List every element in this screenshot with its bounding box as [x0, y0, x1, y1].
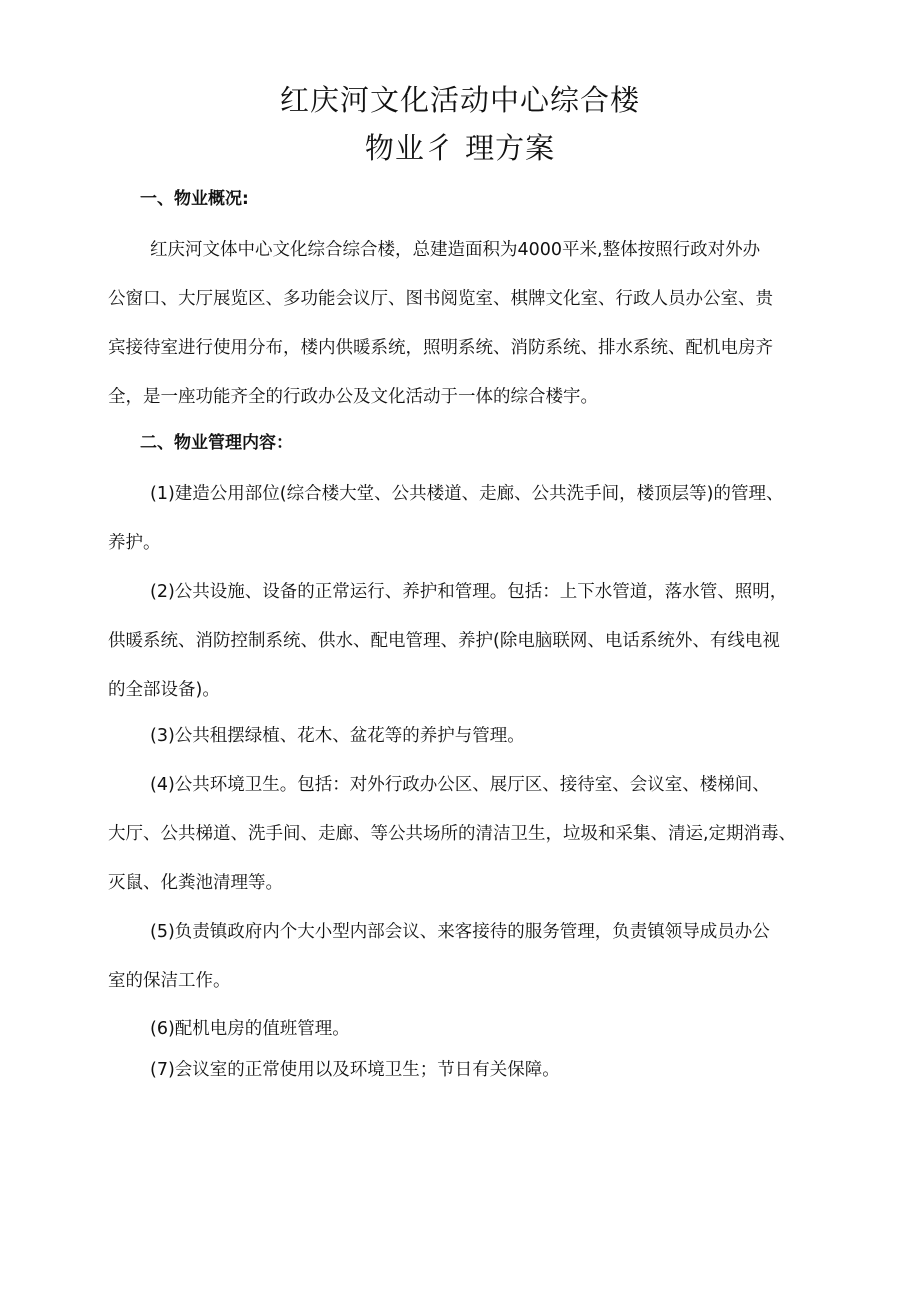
section1-line: 全，是一座功能齐全的行政办公及文化活动于一体的综合楼宇。 — [108, 387, 598, 407]
document-title-line1: 红庆河文化活动中心综合楼 — [279, 83, 640, 117]
item-4-line: (4)公共环境卫生。包括：对外行政办公区、展厅区、接待室、会议室、楼梯间、 — [150, 775, 770, 795]
item-2-line: (2)公共设施、设备的正常运行、养护和管理。包括：上下水管道，落水管、照明， — [150, 582, 788, 602]
item-5-line: 室的保洁工作。 — [108, 971, 231, 991]
item-2-line: 供暖系统、消防控制系统、供水、配电管理、养护(除电脑联网、电话系统外、有线电视 — [108, 631, 780, 651]
section1-line: 公窗口、大厅展览区、多功能会议厅、图书阅览室、棋牌文化室、行政人员办公室、贵 — [108, 289, 773, 309]
item-1-line: 养护。 — [108, 533, 161, 553]
item-5-line: (5)负责镇政府内个大小型内部会议、来客接待的服务管理，负责镇领导成员办公 — [150, 922, 770, 942]
item-1-line: (1)建造公用部位(综合楼大堂、公共楼道、走廊、公共洗手间，楼顶层等)的管理、 — [150, 484, 784, 504]
item-4-line: 灭鼠、化粪池清理等。 — [108, 873, 283, 893]
section1-line: 宾接待室进行使用分布，楼内供暖系统，照明系统、消防系统、排水系统、配机电房齐 — [108, 338, 773, 358]
document-title-line2: 物业彳 理方案 — [364, 131, 556, 165]
section1-line: 红庆河文体中心文化综合综合楼，总建造面积为4000平米,整体按照行政对外办 — [150, 240, 761, 260]
item-2-line: 的全部设备)。 — [108, 680, 220, 700]
section1-heading: 一、物业概况: — [140, 189, 249, 209]
item-6-line: (6)配机电房的值班管理。 — [150, 1019, 350, 1039]
item-4-line: 大厅、公共梯道、洗手间、走廊、等公共场所的清洁卫生，垃圾和采集、清运,定期消毒、 — [108, 824, 797, 844]
section2-heading: 二、物业管理内容： — [140, 433, 293, 453]
item-3-line: (3)公共租摆绿植、花木、盆花等的养护与管理。 — [150, 726, 525, 746]
item-7-line: (7)会议室的正常使用以及环境卫生；节日有关保障。 — [150, 1060, 560, 1080]
